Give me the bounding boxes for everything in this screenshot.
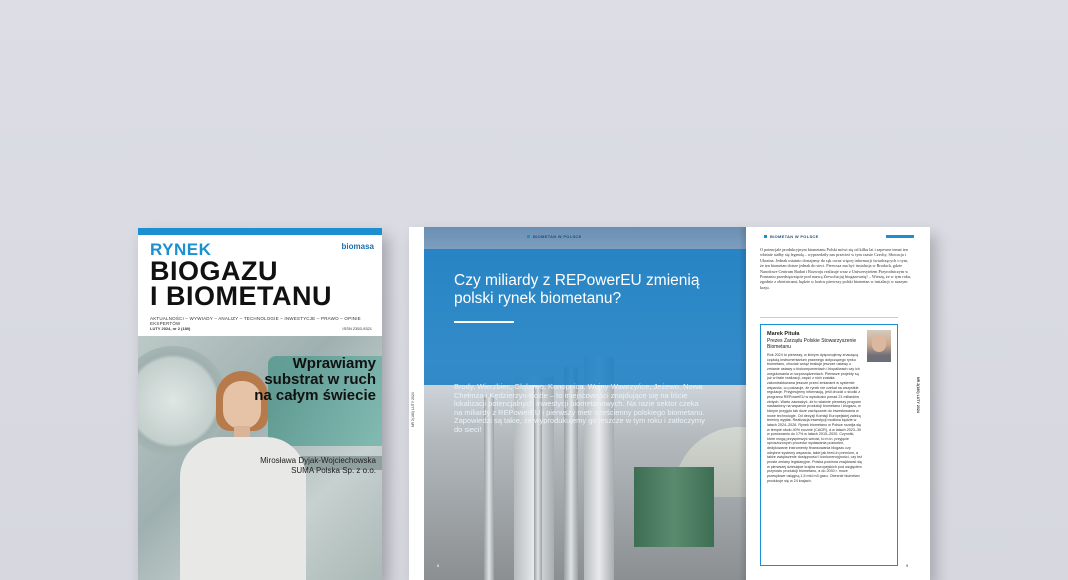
- accent-bar: [886, 235, 914, 238]
- title-rule: [454, 321, 514, 323]
- cover-sections: AKTUALNOŚCI – WYWIADY – ANALIZY – TECHNOLOGIE – INWESTYCJE – PRAWO – OPINIE EKSPERTÓW: [150, 316, 361, 326]
- left-page: [409, 227, 705, 580]
- cover-top-bar: [138, 228, 382, 235]
- cover-title-line2: BIOGAZU: [150, 256, 278, 286]
- right-side-label: NR 2(180) LUTY 2024: [916, 377, 920, 413]
- cover-person-company: SUMA Polska Sp. z o.o.: [291, 466, 376, 475]
- right-page: [746, 227, 930, 580]
- intro-text: O potencjale produkcyjnym biometanu Polski mówi się od kilku lat i zapewne temat ten właśnie stałby się legendą – wyprzedziły nas przecież w tym czasie Czechy, Słowacja i Ukraina. Jednak ostatnio dostajemy do rąk coraz więcej informacji świadczących o tym, że ten biometan dotrze jednak do sieci. Pierwsza ma być instalacja w Brodach, gdzie Narodowe Centrum Badań i Rozwoju realizuje wraz z Uniwersytetem Przyrodniczym w Poznaniu przedsięwzięcie pod nazwą Zrewolucjuj biogazownię! – Wierzę, że w tym roku, zgodnie z obietnicami, będzie w końcu pierwszy polski biometan w instalacji w naszym kraju.: [760, 247, 912, 290]
- section-label: BIOMETAN W POLSCE: [527, 234, 582, 239]
- cover-person-caption: [226, 456, 376, 476]
- expert-role: Prezes Zarządu Polskie Stowarzyszenie Biometanu: [767, 338, 857, 350]
- magazine-cover: [138, 228, 382, 580]
- cover-issue: LUTY 2024, nr 2 (180): [150, 326, 191, 331]
- logo-text: biomasa: [341, 242, 374, 251]
- article-lead: Brody, Wierzbiec, Głąbowo, Konopnica, Wojny-Wawrzyńce, Jeżewo, Nowa Chełmża i Kędzierzyn-Koźle – to miejscowości znajdujące się na liście lokalizacji potencjalnych inwestycji biometanowych. Na razie sektor czeka na miliardy z REPowerEU i pierwszy metr sześcienny polskiego biometanu. Zapowiedzi są takie, że wyprodukujemy go jeszcze w tym roku i zatłoczymy do sieci!: [454, 382, 705, 434]
- green-container: [634, 467, 714, 547]
- cover-title-line3: I BIOMETANU: [150, 281, 332, 311]
- expert-name: Marek Pituła: [767, 331, 800, 337]
- article-title: Czy miliardy z REPowerEU zmienią polski rynek biometanu?: [454, 272, 700, 307]
- expert-photo: [867, 330, 891, 362]
- intro-divider: [760, 317, 898, 318]
- title-overlay: [424, 249, 746, 385]
- magazine-spread: [409, 227, 930, 580]
- right-page-number: 9: [906, 563, 909, 568]
- cover-person-name: Mirosława Dyjak-Wojciechowska: [260, 456, 376, 465]
- left-page-number: 8: [437, 563, 440, 568]
- cover-issn: ISSN 2353-9321: [342, 326, 372, 331]
- right-section-label: BIOMETAN W POLSCE: [764, 234, 819, 239]
- biomasa-logo: [342, 242, 374, 251]
- expert-text: Rok 2024 to pierwszy, w którym dysponujemy znaczącą częścią instrumentarium prawnego dotyczącego rynku biometanu, chociaż wciąż brakuje jeszcze ustawy o zmianie ustawy o biokomponentach i biopaliwach czy ich uregulowania w rozporządzeniach. Pierwsze projekty są już w fazie realizacji, część z nich została zakontraktowana jeszcze przed zmianami w systemie wsparcia, co pokazuje, że rynek nie czekał na wszystkie regulacje. Przyjmujemy informację, jeśli chodzi o środki z programu REPowerEU w wysokości ponad 21 miliardów złotych. Warto zauważyć, że to właśnie pierwszy program nastawiony na wsparcie produkcji biometanu i biogazu, w którym przyjęto tak duże zachęcanie do inwestowania w nowe technologie. Od decyzji Komisji Europejskiej zależą terminy wypłat. Realizacja inwestycji możliwa będzie w latach 2024–2026. Rynek biometanu w Polsce rozwija się w tempie około 40% rocznie (CAGR), a w latach 2023–30 w porównaniu do 17% w latach 2015–2020. Czynniki, które mogą przyspieszyć wzrost, to m.in. przyjęcie uproszczonych procedur wydawania pozwoleń, dedykowane instrumenty finansowania biogazu czy odrębne systemy wsparcia, takie jak feed-in premium, a także zwiększenie dostępności i konkurencyjności, czy też proste zmiany legislacyjne. Polska powinna znajdować się w pierwszej dziesiątce krajów europejskich pod względem przyrostu produkcji biometanu, a do 2030 r. moce przesyłowe osiągną 1,5 mld m3 gazu. Obecnie biometan produkuje się w 24 krajach.: [767, 353, 863, 483]
- cover-title-line1: RYNEK: [150, 240, 212, 259]
- expert-box: [760, 324, 898, 566]
- left-side-label: NR 2(180) LUTY 2024: [411, 392, 415, 427]
- cover-headline: Wprawiamy substrat w ruch na całym świecie: [254, 355, 376, 404]
